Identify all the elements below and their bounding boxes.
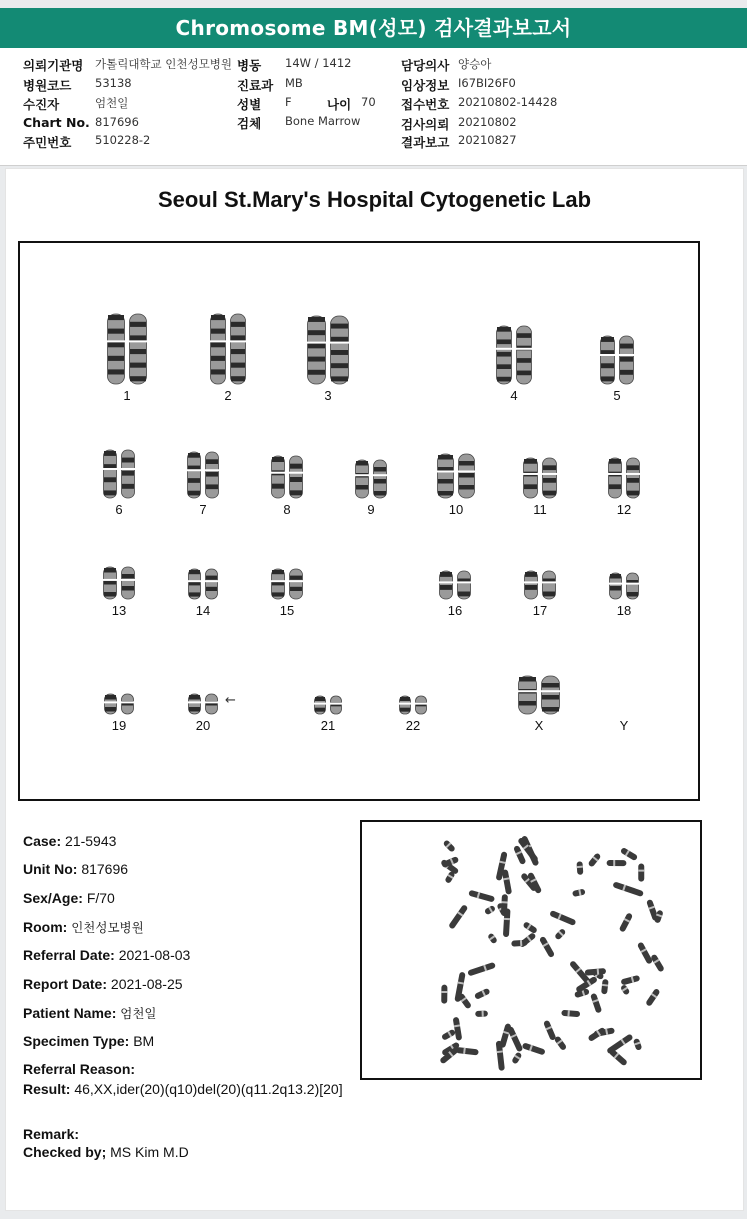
metaphase-chromosome — [467, 962, 496, 977]
metaphase-chromosome — [650, 954, 665, 973]
metaphase-chromosome — [522, 1042, 546, 1055]
abnormality-arrow-icon: ← — [225, 693, 236, 708]
chromosome-label-2: 2 — [224, 388, 232, 403]
info-value-ward: 14W / 1412 — [285, 56, 352, 70]
metaphase-chromosome — [554, 928, 566, 941]
patient-info-panel — [0, 48, 747, 166]
field-remark-label: Remark: — [23, 1126, 80, 1142]
metaphase-chromosome — [587, 852, 601, 867]
metaphase-chromosome — [443, 839, 456, 852]
chromosome-pair-17 — [522, 570, 558, 600]
chromosome-pair-3 — [305, 315, 351, 385]
field-referral-reason — [23, 1061, 135, 1077]
field-sex-age-label: Sex/Age: — [23, 890, 83, 906]
chromosome-pair-14 — [186, 568, 220, 600]
chromosome-label-3: 3 — [324, 388, 332, 403]
field-unit-no — [23, 861, 128, 877]
metaphase-chromosome — [456, 1047, 479, 1056]
metaphase-chromosome — [487, 932, 498, 944]
field-patient-name-label: Patient Name: — [23, 1005, 117, 1021]
metaphase-chromosome — [620, 847, 638, 861]
metaphase-chromosome — [549, 910, 576, 926]
metaphase-chromosome — [511, 940, 528, 947]
field-remark — [23, 1126, 79, 1142]
metaphase-chromosome — [620, 975, 640, 986]
info-label-sex: 성별 — [237, 97, 262, 112]
chromosome-label-19: 19 — [111, 718, 127, 733]
metaphase-chromosome — [441, 1029, 456, 1041]
info-label-request-date: 검사의뢰 — [401, 117, 450, 132]
chromosome-pair-8 — [269, 455, 305, 499]
metaphase-chromosome — [608, 1048, 628, 1066]
chromosome-label-4: 4 — [510, 388, 518, 403]
chromosome-pair-10 — [435, 453, 477, 499]
metaphase-chromosome — [638, 864, 644, 882]
info-label-report-date: 결과보고 — [401, 135, 450, 150]
chromosome-pair-x — [516, 675, 562, 715]
metaphase-chromosome — [511, 1051, 522, 1064]
info-value-institution: 가톨릭대학교 인천성모병원 — [95, 57, 232, 71]
info-value-patient: 엄천일 — [95, 96, 129, 110]
chromosome-label-5: 5 — [613, 388, 621, 403]
chromosome-pair-20 — [186, 693, 220, 715]
metaphase-chromosome — [441, 985, 447, 1004]
info-label-clinical-info: 임상정보 — [401, 78, 450, 93]
chromosome-label-y: Y — [619, 718, 629, 733]
metaphase-chromosome — [576, 861, 583, 875]
chromosome-pair-18 — [607, 572, 641, 600]
chromosome-label-13: 13 — [111, 603, 127, 618]
field-case — [23, 833, 116, 849]
chromosome-label-17: 17 — [532, 603, 548, 618]
field-result — [23, 1081, 343, 1097]
field-report-date-value: 2021-08-25 — [110, 976, 183, 992]
metaphase-image-panel — [360, 820, 702, 1080]
metaphase-chromosome — [484, 905, 496, 916]
chromosome-pair-21 — [312, 695, 344, 715]
info-value-report-date: 20210827 — [458, 133, 517, 147]
karyotype-report-page — [5, 168, 744, 1211]
metaphase-chromosome — [561, 1010, 580, 1017]
chromosome-label-7: 7 — [199, 502, 207, 517]
info-label-receipt-no: 접수번호 — [401, 97, 450, 112]
info-value-specimen: Bone Marrow — [285, 114, 361, 128]
metaphase-chromosome — [620, 984, 630, 996]
field-checked-by-label: Checked by; — [23, 1144, 107, 1160]
field-referral-date-label: Referral Date: — [23, 947, 115, 963]
metaphase-chromosome — [572, 889, 586, 897]
info-value-receipt-no: 20210802-14428 — [458, 95, 558, 109]
info-value-request-date: 20210802 — [458, 115, 517, 129]
metaphase-chromosome — [502, 869, 512, 895]
chromosome-pair-5 — [598, 335, 636, 385]
chromosome-pair-13 — [101, 566, 137, 600]
chromosome-label-1: 1 — [123, 388, 131, 403]
lab-title: Seoul St.Mary's Hospital Cytogenetic Lab — [157, 187, 592, 212]
metaphase-chromosome — [554, 1035, 568, 1051]
info-value-age: 70 — [361, 95, 376, 109]
chromosome-label-11: 11 — [533, 502, 547, 517]
chromosome-pair-1 — [105, 313, 149, 385]
report-title-banner — [0, 8, 747, 48]
metaphase-chromosome — [448, 904, 468, 930]
info-label-hospital-code: 병원코드 — [23, 78, 72, 93]
field-result-value: 46,XX,ider(20)(q10)del(20)(q11.2q13.2)[20] — [74, 1081, 343, 1097]
chromosome-label-8: 8 — [283, 502, 291, 517]
info-value-clinical-info: I67BI26F0 — [458, 76, 516, 90]
chromosome-label-12: 12 — [616, 502, 632, 517]
chromosome-label-15: 15 — [279, 603, 295, 618]
field-patient-name — [23, 1004, 156, 1022]
metaphase-chromosome — [601, 979, 609, 995]
field-sex-age-value: F/70 — [86, 890, 115, 906]
chromosome-pair-22 — [397, 695, 429, 715]
chromosome-label-6: 6 — [115, 502, 123, 517]
field-room-value: 인천성모병원 — [71, 920, 144, 935]
metaphase-chromosome — [619, 912, 633, 932]
report-title: Chromosome BM(성모) 검사결과보고서 — [175, 16, 572, 40]
field-report-date-label: Report Date: — [23, 976, 108, 992]
info-label-chart-no: Chart No. — [23, 115, 90, 130]
chromosome-pair-4 — [494, 325, 534, 385]
chromosome-pair-6 — [101, 449, 137, 499]
metaphase-chromosome — [612, 881, 644, 897]
metaphase-chromosome — [539, 936, 555, 958]
metaphase-chromosome — [607, 860, 627, 866]
chromosome-pair-19 — [102, 693, 136, 715]
chromosome-pair-2 — [208, 313, 248, 385]
metaphase-chromosome — [475, 1010, 488, 1016]
info-value-sex: F — [285, 95, 292, 109]
chromosome-label-21: 21 — [320, 718, 336, 733]
chromosome-label-18: 18 — [616, 603, 632, 618]
chromosome-pair-12 — [606, 457, 642, 499]
field-case-label: Case: — [23, 833, 62, 849]
metaphase-chromosome — [637, 941, 653, 964]
chromosome-pair-11 — [521, 457, 559, 499]
metaphase-chromosome — [507, 1026, 524, 1053]
chromosome-label-20: 20 — [195, 718, 211, 733]
field-checked-by — [23, 1144, 189, 1160]
metaphase-chromosome — [501, 894, 508, 915]
info-value-chart-no: 817696 — [95, 115, 139, 129]
metaphase-chromosome — [474, 988, 491, 1000]
metaphase-chromosome — [522, 921, 538, 934]
info-label-patient: 수진자 — [23, 97, 60, 112]
info-label-age: 나이 — [327, 97, 352, 112]
chromosome-label-22: 22 — [405, 718, 421, 733]
field-referral-date — [23, 947, 190, 963]
field-case-value: 21-5943 — [65, 833, 117, 849]
field-specimen-type — [23, 1033, 154, 1049]
chromosome-pair-16 — [437, 570, 473, 600]
field-result-label: Result: — [23, 1081, 71, 1097]
karyogram-panel — [18, 241, 700, 801]
field-referral-date-value: 2021-08-03 — [118, 947, 191, 963]
field-unit-no-value: 817696 — [81, 861, 129, 877]
info-label-specimen: 검체 — [237, 116, 262, 131]
metaphase-spread-image — [362, 822, 700, 1078]
field-referral-reason-label: Referral Reason: — [23, 1061, 136, 1077]
field-room-label: Room: — [23, 919, 68, 935]
chromosome-label-14: 14 — [195, 603, 211, 618]
info-value-resident-no: 510228-2 — [95, 133, 151, 147]
field-room — [23, 918, 144, 936]
metaphase-chromosome — [645, 988, 661, 1007]
info-value-department: MB — [285, 76, 303, 90]
metaphase-chromosome — [543, 1020, 557, 1041]
info-label-resident-no: 주민번호 — [23, 135, 72, 150]
metaphase-chromosome — [468, 890, 495, 903]
chromosome-label-16: 16 — [447, 603, 463, 618]
field-specimen-type-value: BM — [133, 1033, 155, 1049]
field-sex-age — [23, 890, 115, 906]
metaphase-chromosome — [590, 993, 602, 1014]
field-specimen-type-label: Specimen Type: — [23, 1033, 130, 1049]
info-value-hospital-code: 53138 — [95, 76, 132, 90]
field-checked-by-value: MS Kim M.D — [110, 1144, 189, 1160]
metaphase-chromosome — [453, 1017, 463, 1041]
info-label-physician: 담당의사 — [401, 58, 450, 73]
chromosome-pair-9 — [353, 459, 389, 499]
info-label-institution: 의뢰기관명 — [23, 58, 84, 73]
chromosome-label-10: 10 — [448, 502, 464, 517]
field-unit-no-label: Unit No: — [23, 861, 78, 877]
chromosome-label-9: 9 — [367, 502, 375, 517]
metaphase-chromosome — [633, 1038, 642, 1051]
chromosome-pair-15 — [269, 568, 305, 600]
info-value-physician: 양승아 — [458, 57, 492, 71]
chromosome-pair-7 — [185, 451, 221, 499]
info-label-ward: 병동 — [237, 58, 262, 73]
field-patient-name-value: 엄천일 — [120, 1006, 157, 1021]
info-label-department: 진료과 — [237, 78, 274, 93]
field-report-date — [23, 976, 183, 992]
chromosome-label-x: X — [534, 718, 544, 733]
